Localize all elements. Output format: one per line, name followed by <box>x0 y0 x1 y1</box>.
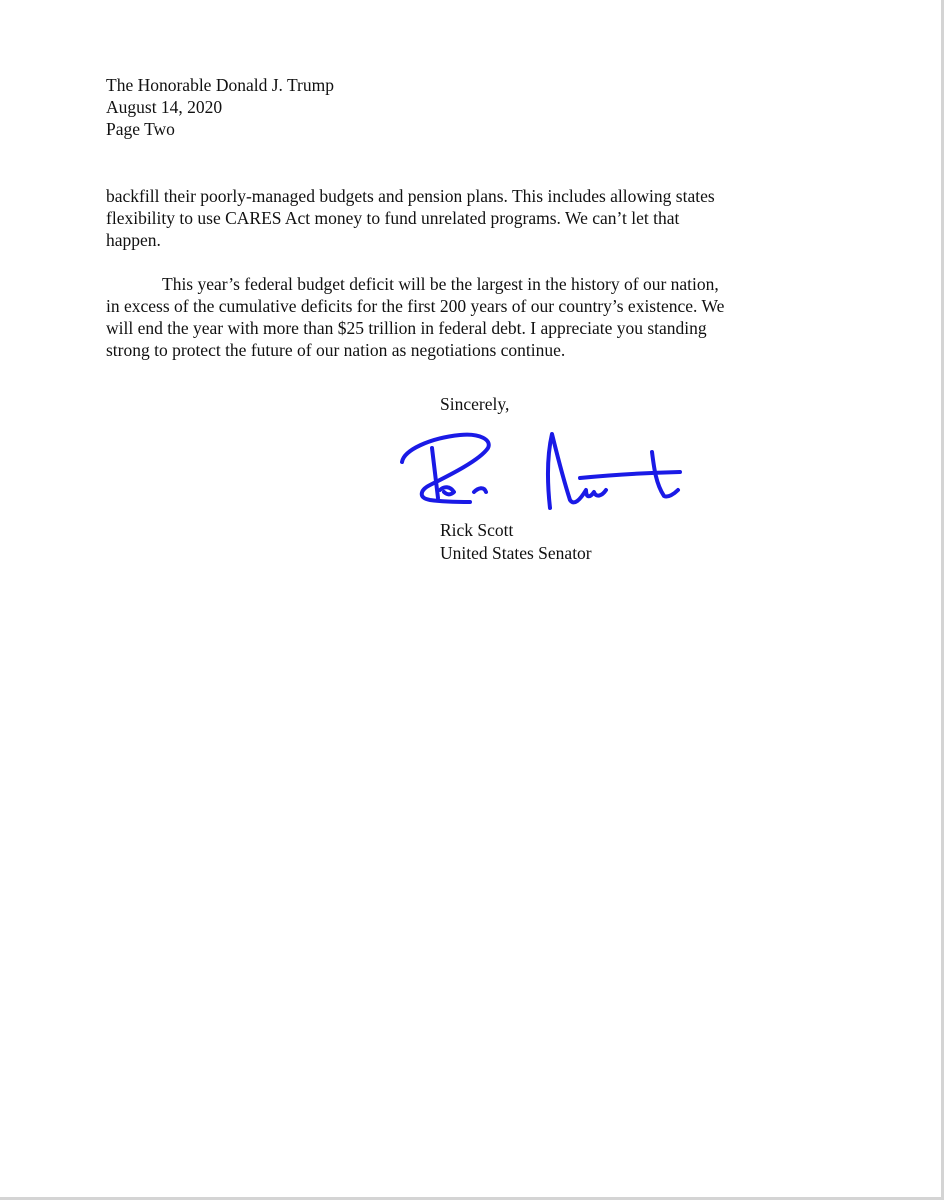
body-line: backfill their poorly-managed budgets and pension plans. This includes allowing states <box>106 186 715 206</box>
addressee: The Honorable Donald J. Trump <box>106 75 334 95</box>
signer-title: United States Senator <box>440 543 592 563</box>
signature-image <box>380 420 700 520</box>
body-line: happen. <box>106 230 161 250</box>
body-line: strong to protect the future of our nation as negotiations continue. <box>106 340 566 360</box>
body-line: in excess of the cumulative deficits for the first 200 years of our country’s existence. We <box>106 296 725 316</box>
salutation: Sincerely, <box>440 394 510 414</box>
body-line: This year’s federal budget deficit will be the largest in the history of our nation, <box>162 274 719 294</box>
letter-date: August 14, 2020 <box>106 97 223 117</box>
signer-name: Rick Scott <box>440 520 514 540</box>
page-label: Page Two <box>106 119 175 139</box>
body-line: will end the year with more than $25 trillion in federal debt. I appreciate you standing <box>106 318 707 338</box>
body-line: flexibility to use CARES Act money to fund unrelated programs. We can’t let that <box>106 208 680 228</box>
